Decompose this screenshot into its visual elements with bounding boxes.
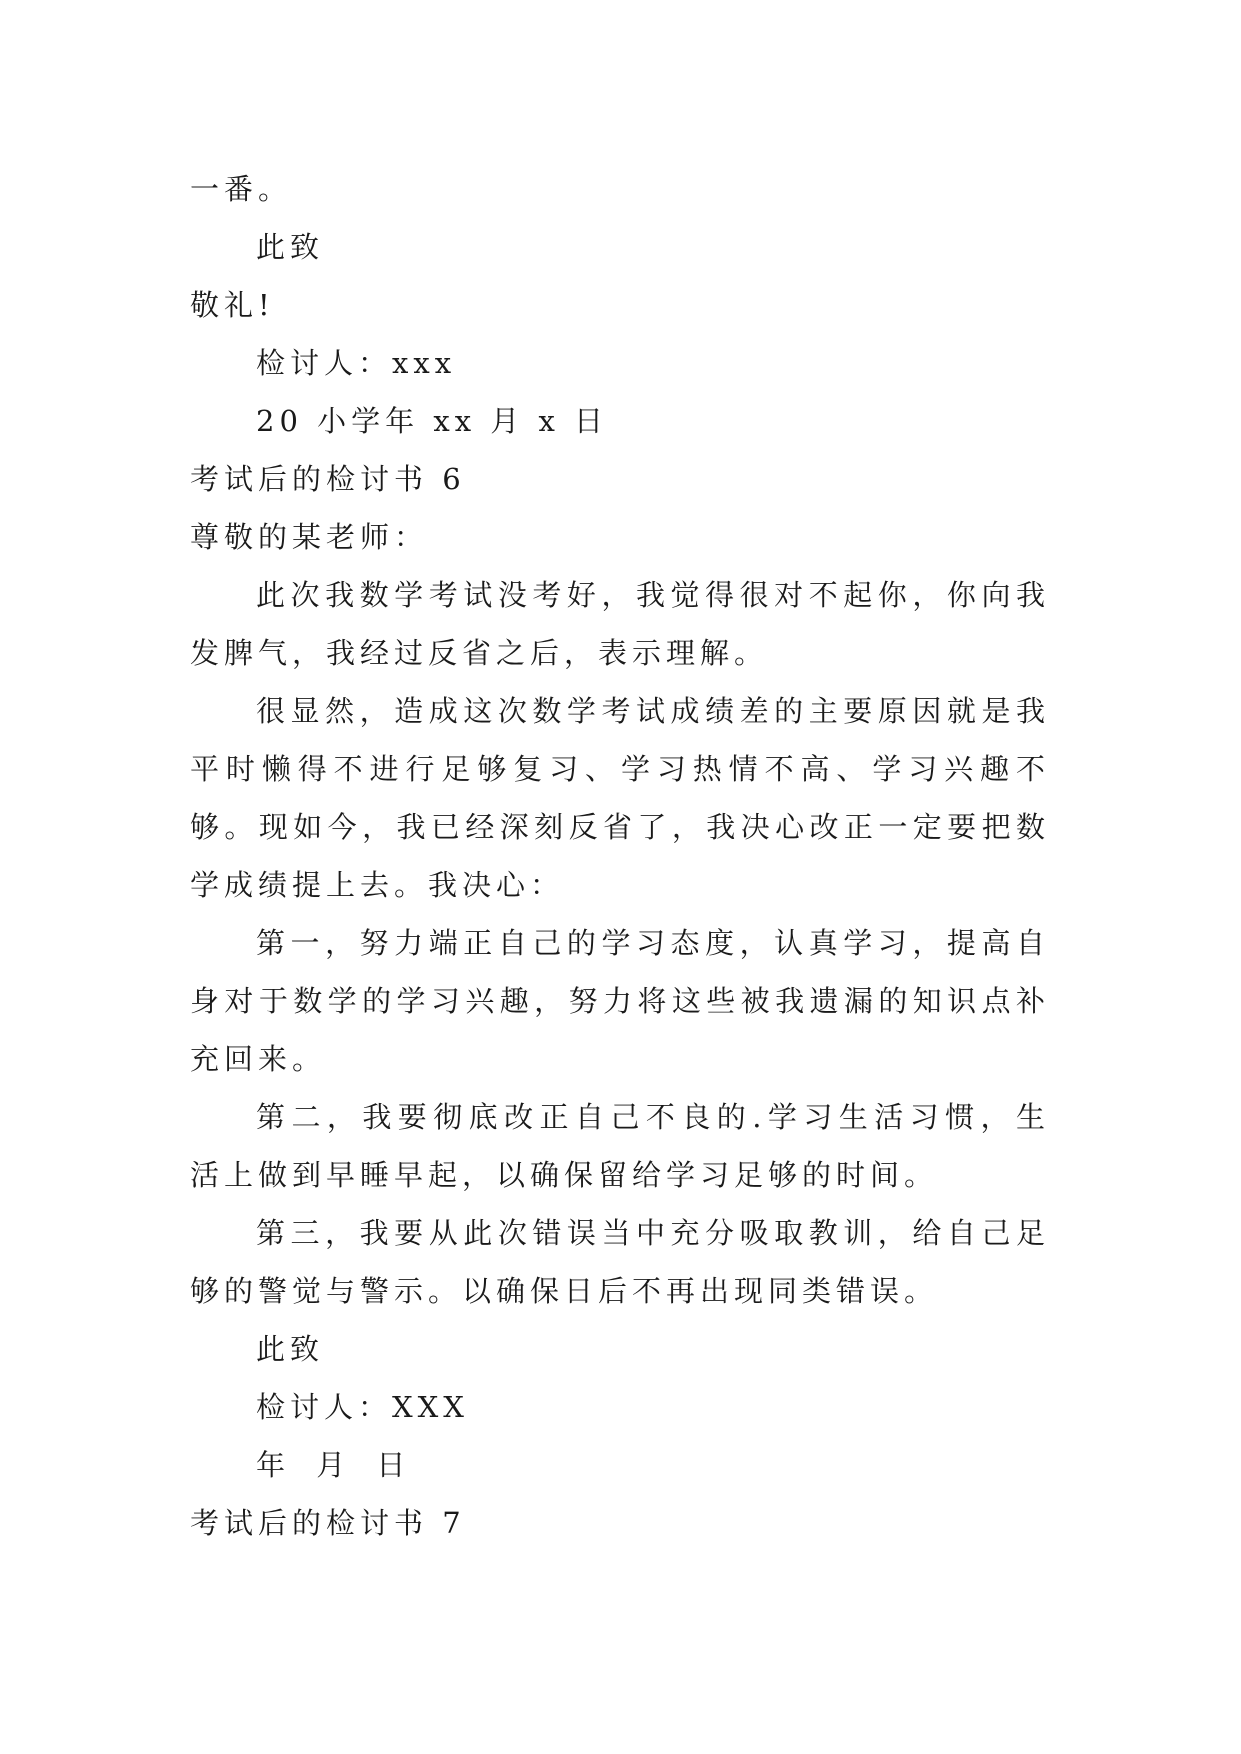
letter-greeting: 尊敬的某老师：	[190, 520, 429, 554]
document-body	[190, 160, 1050, 1552]
body-paragraph: 第一，努力端正自己的学习态度，认真学习，提高自身对于数学的学习兴趣，努力将这些被我遗漏的知识点补充回来。	[190, 926, 1050, 1076]
body-paragraph: 很显然，造成这次数学考试成绩差的主要原因就是我平时懒得不进行足够复习、学习热情不高、学习兴趣不够。现如今，我已经深刻反省了，我决心改正一定要把数学成绩提上去。我决心：	[190, 694, 1050, 902]
letter-closing: 此致	[256, 1332, 325, 1366]
letter-closing: 此致	[256, 230, 325, 264]
body-paragraph: 此次我数学考试没考好，我觉得很对不起你，你向我发脾气，我经过反省之后，表示理解。	[190, 578, 1050, 670]
continued-text: 一番。	[190, 172, 293, 206]
letter-signature: 检讨人：XXX	[256, 1390, 469, 1424]
body-paragraph: 第三，我要从此次错误当中充分吸取教训，给自己足够的警觉与警示。以确保日后不再出现同类错误。	[190, 1216, 1050, 1308]
letter-date: 年 月 日	[256, 1448, 411, 1482]
letter-date: 20 小学年 xx 月 x 日	[256, 404, 609, 438]
body-paragraph: 第二，我要彻底改正自己不良的.学习生活习惯，生活上做到早睡早起，以确保留给学习足够的时间。	[190, 1100, 1050, 1192]
section-title: 考试后的检讨书 6	[190, 462, 466, 496]
section-title: 考试后的检讨书 7	[190, 1506, 466, 1540]
letter-salute: 敬礼!	[190, 288, 275, 322]
letter-signature: 检讨人：xxx	[256, 346, 457, 380]
